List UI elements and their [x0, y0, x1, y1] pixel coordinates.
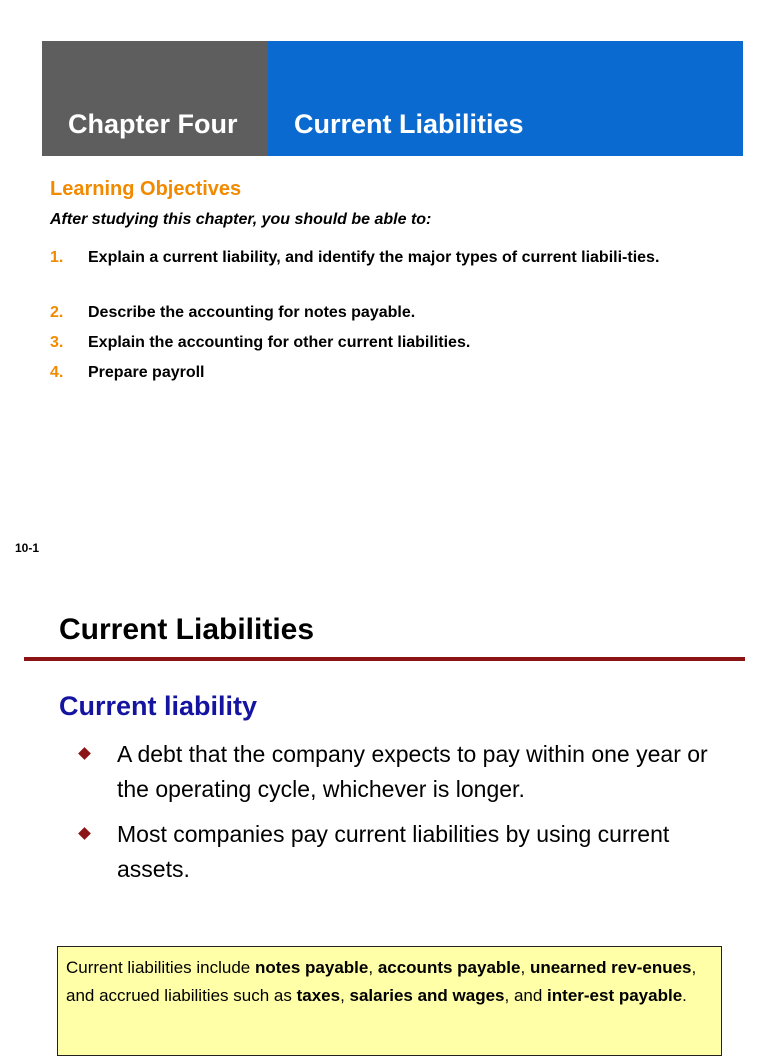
note-text: ,	[368, 958, 378, 977]
objective-text: Describe the accounting for notes payable.	[88, 304, 416, 321]
bullet-item	[78, 737, 718, 807]
note-term: notes payable	[254, 958, 369, 977]
objective-item	[50, 245, 710, 271]
slide-subtitle: Current liability	[59, 691, 258, 721]
objective-number: 3.	[50, 334, 64, 351]
objective-text: Prepare payroll	[88, 364, 205, 381]
note-term: salaries and wages	[349, 986, 505, 1005]
note-term: inter-est payable	[547, 986, 683, 1005]
note-text: , and accrued liabilities such as	[66, 958, 697, 1005]
chapter-header	[42, 41, 743, 156]
objectives-intro: After studying this chapter, you should be able to:	[50, 211, 432, 228]
chapter-label: Chapter Four	[68, 109, 238, 139]
callout-box	[57, 946, 722, 1056]
note-term: accounts payable	[377, 958, 521, 977]
chapter-title: Current Liabilities	[294, 109, 524, 139]
objective-text: Explain a current liability, and identify the major types of current liabili-ties.	[88, 249, 660, 266]
objective-item	[50, 300, 710, 326]
note-text: .	[682, 986, 687, 1005]
note-term: taxes	[296, 986, 341, 1005]
page-number: 10-1	[15, 541, 40, 555]
note-term: unearned rev-enues	[529, 958, 692, 977]
objectives-heading: Learning Objectives	[50, 178, 242, 200]
chapter-title-panel	[268, 41, 743, 156]
slide-title: Current Liabilities	[59, 613, 315, 646]
note-text: ,	[340, 986, 350, 1005]
chapter-label-panel	[42, 41, 268, 156]
note-text: , and	[504, 986, 548, 1005]
bullet-item	[78, 817, 718, 887]
bullet-text: A debt that the company expects to pay within one year or the operating cycle, whichever is longer.	[117, 741, 708, 802]
objective-item	[50, 360, 710, 386]
diamond-bullet-icon	[78, 827, 91, 840]
bullet-text: Most companies pay current liabilities by using current assets.	[117, 821, 670, 882]
objective-number: 1.	[50, 249, 64, 266]
note-text: Current liabilities include	[66, 958, 255, 977]
objective-number: 2.	[50, 304, 64, 321]
title-divider	[24, 657, 745, 661]
objective-number: 4.	[50, 364, 64, 381]
note-text: ,	[520, 958, 530, 977]
objective-text: Explain the accounting for other current liabilities.	[88, 334, 471, 351]
diamond-bullet-icon	[78, 747, 91, 760]
objective-item	[50, 330, 710, 356]
